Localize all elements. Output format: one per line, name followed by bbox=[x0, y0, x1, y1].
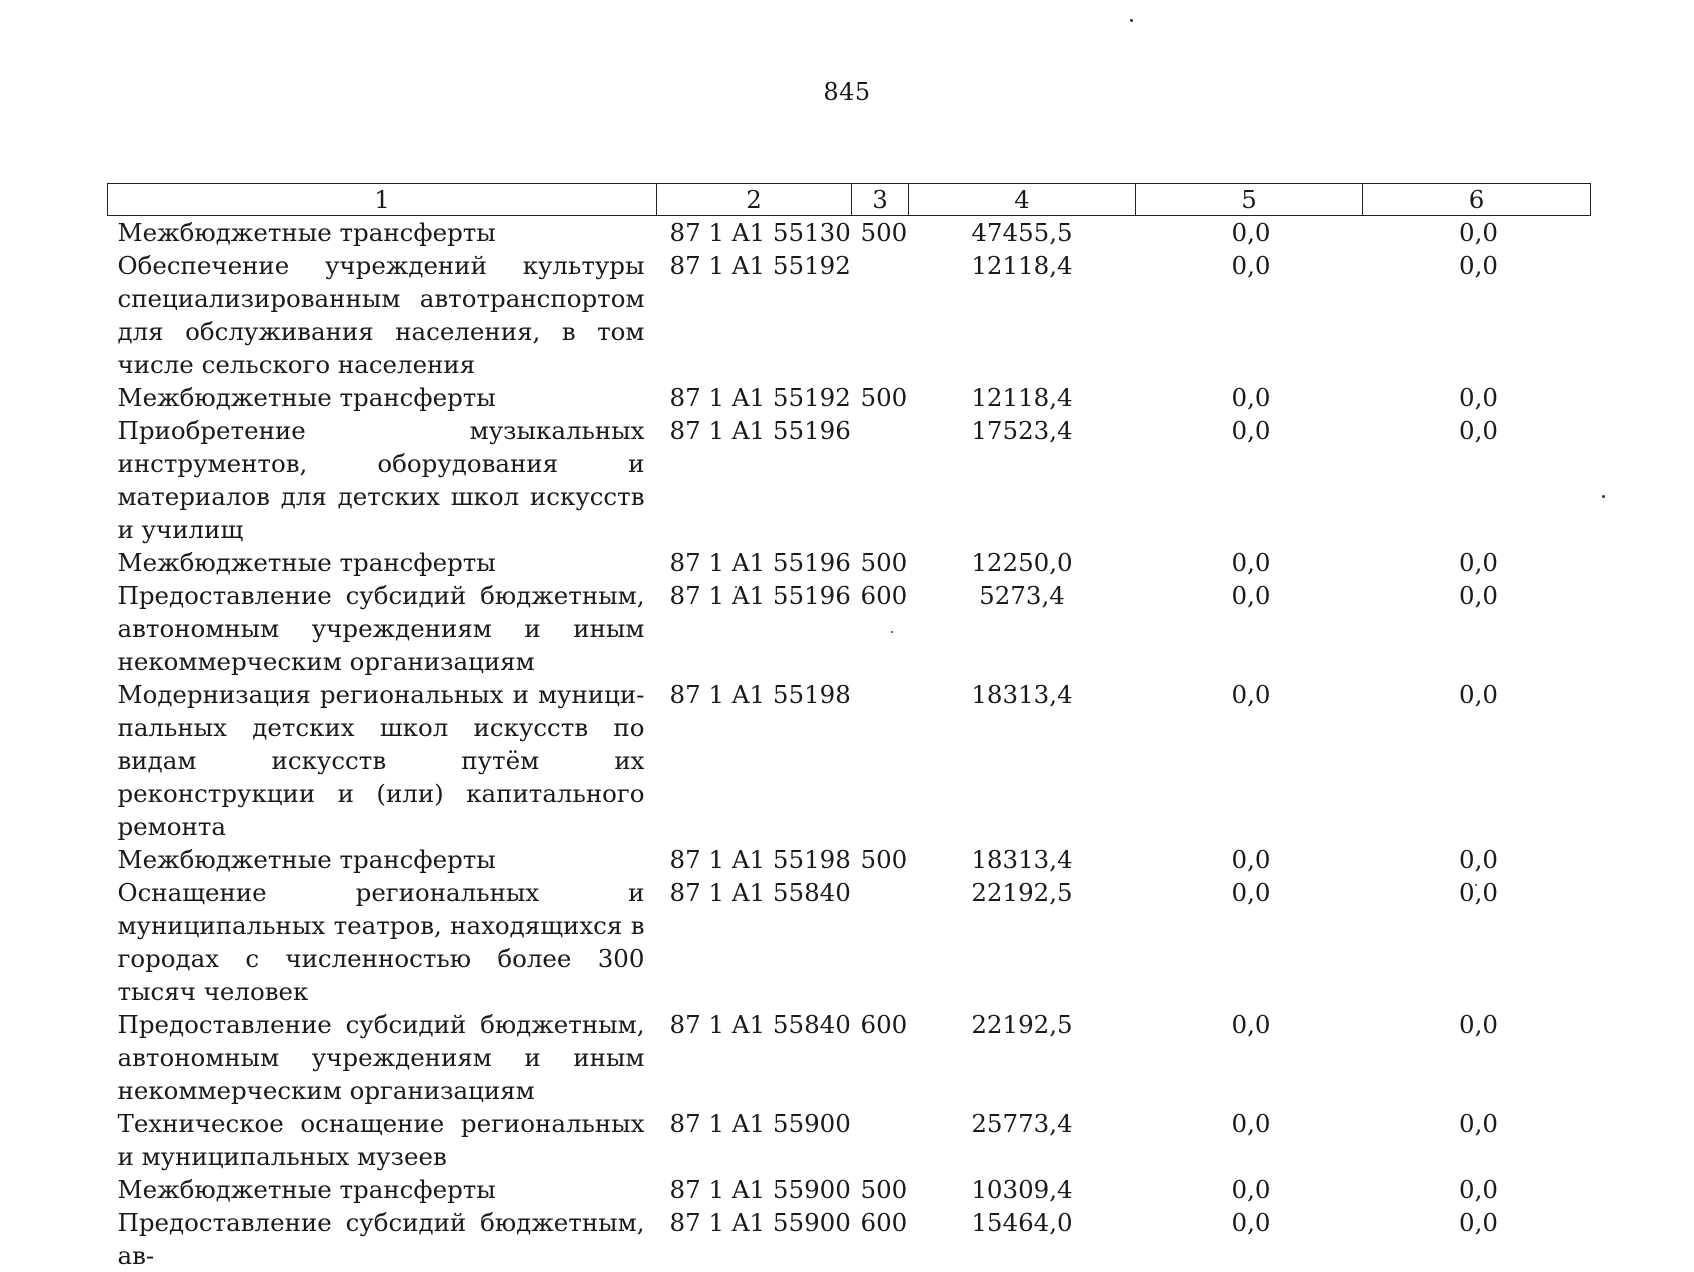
table-row bbox=[108, 579, 1591, 678]
row-name: Обеспечение учреждений культуры специализированным автотранспортом для обслуживания населения, в том числе сельского населения bbox=[117, 251, 645, 379]
row-code: 87 1 A1 55130 bbox=[669, 218, 851, 247]
table-row bbox=[108, 678, 1591, 843]
row-value-4: 12250,0 bbox=[971, 548, 1073, 577]
row-value-6: 0,0 bbox=[1459, 581, 1498, 610]
row-value-5: 0,0 bbox=[1231, 878, 1271, 907]
header-col-4: 4 bbox=[909, 184, 1136, 216]
table-row bbox=[108, 249, 1591, 381]
row-value-4: 10309,4 bbox=[971, 1175, 1073, 1204]
table-row bbox=[108, 414, 1591, 546]
row-code: 87 1 A1 55196 bbox=[669, 416, 851, 445]
row-value-5: 0,0 bbox=[1231, 416, 1271, 445]
row-value-6: 0,0 bbox=[1459, 251, 1498, 280]
row-value-6: 0,0 bbox=[1459, 1175, 1498, 1204]
row-value-6: 0,0 bbox=[1459, 416, 1498, 445]
page-number: 845 bbox=[823, 78, 871, 106]
row-value-4: 18313,4 bbox=[971, 845, 1073, 874]
table-row bbox=[108, 843, 1591, 876]
row-value-5: 0,0 bbox=[1231, 218, 1271, 247]
row-code: 87 1 A1 55198 bbox=[669, 680, 851, 709]
row-code: 87 1 A1 55900 bbox=[669, 1175, 851, 1204]
row-kind: 600 bbox=[860, 581, 908, 610]
row-name: Межбюджетные трансферты bbox=[117, 1175, 496, 1204]
row-name: Модернизация региональных и муниципальных детских школ искусств по видам искусств путём их реконструкции и (или) капитального ремонта bbox=[117, 680, 645, 841]
row-kind: 500 bbox=[860, 383, 908, 412]
row-value-4: 25773,4 bbox=[971, 1109, 1073, 1138]
row-code: 87 1 A1 55192 bbox=[669, 383, 851, 412]
row-value-6: 0,0 bbox=[1459, 1010, 1498, 1039]
row-value-5: 0,0 bbox=[1231, 251, 1271, 280]
row-value-6: 0,0 bbox=[1459, 218, 1498, 247]
row-code: 87 1 A1 55900 bbox=[669, 1208, 851, 1237]
row-value-4: 15464,0 bbox=[971, 1208, 1073, 1237]
row-kind bbox=[852, 1107, 909, 1173]
row-value-4: 18313,4 bbox=[971, 680, 1073, 709]
row-name: Межбюджетные трансферты bbox=[117, 845, 496, 874]
table-row bbox=[108, 876, 1591, 1008]
row-kind bbox=[852, 876, 909, 1008]
row-name: Предоставление субсидий бюджетным, ав- bbox=[117, 1208, 645, 1270]
row-code: 87 1 A1 55192 bbox=[669, 251, 851, 280]
row-value-5: 0,0 bbox=[1231, 1010, 1271, 1039]
table-row bbox=[108, 1206, 1591, 1272]
row-value-5: 0,0 bbox=[1231, 581, 1271, 610]
row-kind: 500 bbox=[860, 548, 908, 577]
row-value-4: 12118,4 bbox=[971, 251, 1073, 280]
row-kind: 500 bbox=[860, 218, 908, 247]
scan-speck bbox=[1602, 495, 1605, 498]
row-value-6: 0,0 bbox=[1459, 1109, 1498, 1138]
row-code: 87 1 A1 55900 bbox=[669, 1109, 851, 1138]
scan-speck bbox=[1130, 19, 1133, 22]
header-col-6: 6 bbox=[1363, 184, 1591, 216]
row-value-6: 0,0 bbox=[1459, 680, 1498, 709]
table-row bbox=[108, 1107, 1591, 1173]
budget-table bbox=[107, 183, 1591, 1272]
row-value-5: 0,0 bbox=[1231, 1109, 1271, 1138]
row-value-4: 17523,4 bbox=[971, 416, 1073, 445]
row-name: Межбюджетные трансферты bbox=[117, 548, 496, 577]
table-header-row bbox=[108, 184, 1591, 216]
row-kind: 600 bbox=[860, 1010, 908, 1039]
row-value-4: 22192,5 bbox=[971, 878, 1073, 907]
row-value-5: 0,0 bbox=[1231, 1208, 1271, 1237]
row-value-4: 22192,5 bbox=[971, 1010, 1073, 1039]
row-value-5: 0,0 bbox=[1231, 1175, 1271, 1204]
row-code: 87 1 A1 55840 bbox=[669, 878, 851, 907]
row-kind: 500 bbox=[860, 1175, 908, 1204]
row-value-5: 0,0 bbox=[1231, 548, 1271, 577]
header-col-2: 2 bbox=[657, 184, 852, 216]
row-name: Приобретение музыкальных инструментов, оборудования и материалов для детских школ искусств и училищ bbox=[117, 416, 645, 544]
row-name: Оснащение региональных и муниципальных театров, находящихся в городах с численностью более 300 тысяч человек bbox=[117, 878, 645, 1006]
row-code: 87 1 A1 55198 bbox=[669, 845, 851, 874]
table-row bbox=[108, 1173, 1591, 1206]
row-value-4: 5273,4 bbox=[979, 581, 1065, 610]
table-row bbox=[108, 381, 1591, 414]
row-name: Предоставление субсидий бюджетным, автономным учреждениям и иным некоммерческим организациям bbox=[117, 581, 645, 676]
row-name: Межбюджетные трансферты bbox=[117, 218, 496, 247]
row-value-6: 0,0 bbox=[1459, 548, 1498, 577]
row-kind bbox=[852, 414, 909, 546]
row-name: Межбюджетные трансферты bbox=[117, 383, 496, 412]
header-col-5: 5 bbox=[1136, 184, 1363, 216]
row-kind bbox=[852, 249, 909, 381]
row-value-6: 0,0 bbox=[1459, 845, 1498, 874]
row-value-5: 0,0 bbox=[1231, 680, 1271, 709]
table-row bbox=[108, 546, 1591, 579]
row-code: 87 1 A1 55840 bbox=[669, 1010, 851, 1039]
row-value-5: 0,0 bbox=[1231, 845, 1271, 874]
row-code: 87 1 A1 55196 bbox=[669, 581, 851, 610]
row-name: Техническое оснащение региональных и муниципальных музеев bbox=[117, 1109, 645, 1171]
row-value-6: 0,0 bbox=[1459, 1208, 1498, 1237]
table-row bbox=[108, 1008, 1591, 1107]
row-kind bbox=[852, 678, 909, 843]
header-col-3: 3 bbox=[852, 184, 909, 216]
header-col-1: 1 bbox=[108, 184, 657, 216]
row-kind: 600 bbox=[860, 1208, 908, 1237]
row-code: 87 1 A1 55196 bbox=[669, 548, 851, 577]
row-value-6: 0,0 bbox=[1459, 383, 1498, 412]
row-value-4: 47455,5 bbox=[971, 218, 1073, 247]
row-kind: 500 bbox=[860, 845, 908, 874]
row-value-5: 0,0 bbox=[1231, 383, 1271, 412]
table-row bbox=[108, 216, 1591, 250]
row-name: Предоставление субсидий бюджетным, автономным учреждениям и иным некоммерческим организациям bbox=[117, 1010, 645, 1105]
row-value-4: 12118,4 bbox=[971, 383, 1073, 412]
row-value-6: 0,0 bbox=[1459, 878, 1498, 907]
